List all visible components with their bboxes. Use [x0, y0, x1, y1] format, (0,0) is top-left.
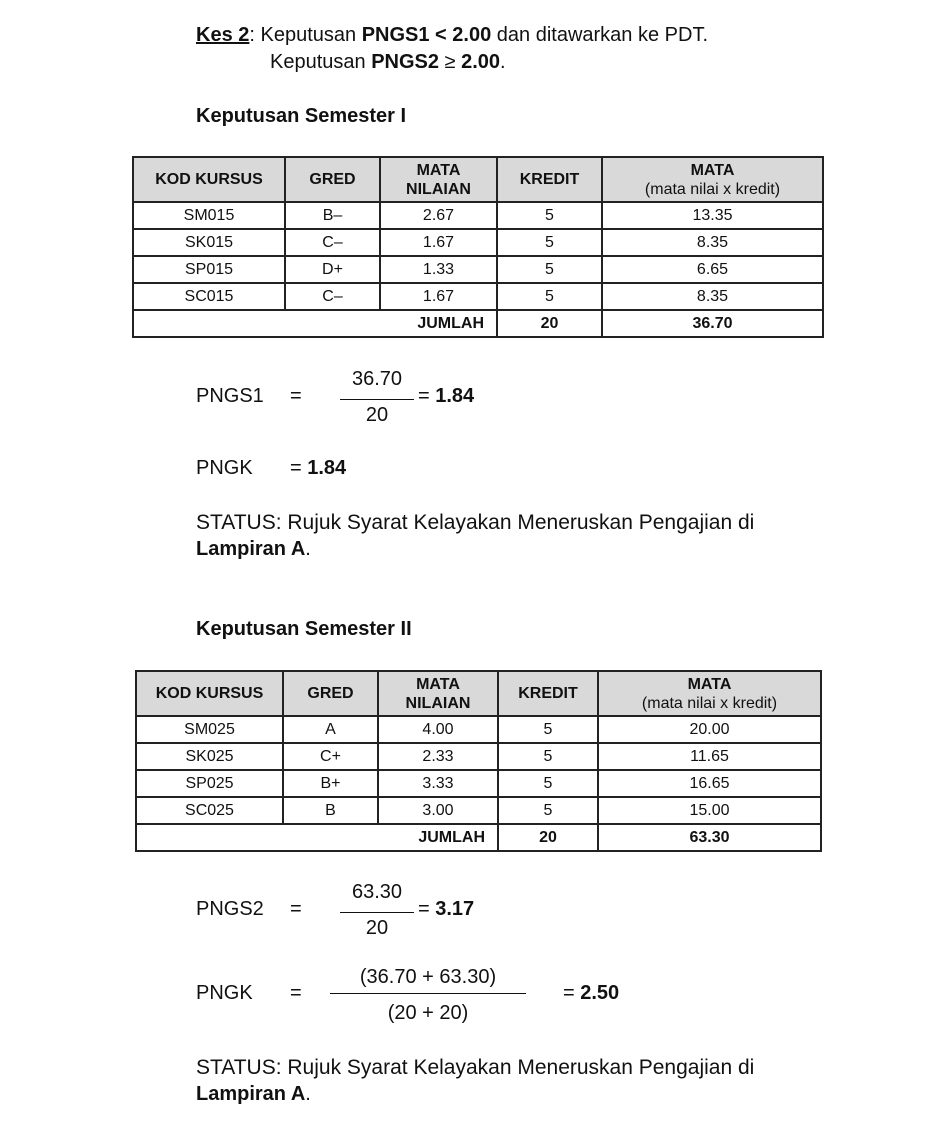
case-text: dan ditawarkan ke PDT. — [491, 24, 708, 46]
case-text: : Keputusan — [249, 24, 362, 46]
cell-nilaian: 3.00 — [378, 797, 498, 824]
fraction-bar — [330, 993, 526, 994]
case-text: ≥ — [439, 51, 462, 73]
pngs1-fraction — [340, 368, 414, 430]
cell-kod: SM025 — [136, 716, 283, 743]
sem2-pngk-label: PNGK — [196, 982, 253, 1004]
cell-mata: 11.65 — [598, 743, 821, 770]
table-row — [133, 283, 823, 310]
case-text: Keputusan — [270, 51, 372, 73]
table-row — [136, 716, 821, 743]
cell-gred: B+ — [283, 770, 378, 797]
pngs1-numerator: 36.70 — [351, 368, 403, 390]
pngs2-denominator: 20 — [365, 917, 389, 939]
cell-kredit: 5 — [498, 797, 598, 824]
total-row — [133, 310, 823, 337]
cell-gred: C– — [285, 283, 380, 310]
cell-nilaian: 4.00 — [378, 716, 498, 743]
header-kredit: KREDIT — [497, 157, 602, 202]
header-mata-nilaian — [380, 157, 497, 202]
cell-nilaian: 2.67 — [380, 202, 497, 229]
header-mata-nilaian — [378, 671, 498, 716]
pngs2-numerator: 63.30 — [351, 881, 403, 903]
sem1-grade-table — [132, 156, 824, 338]
sem2-pngk-result: 2.50 — [580, 982, 620, 1004]
result-equals: = — [418, 898, 430, 920]
cell-kod: SC015 — [133, 283, 285, 310]
header-text: MATA — [690, 161, 735, 179]
cell-gred: B — [283, 797, 378, 824]
result-equals: = — [290, 457, 302, 479]
sem2-heading: Keputusan Semester II — [196, 618, 412, 640]
cell-gred: C+ — [283, 743, 378, 770]
sem2-status-ref — [196, 1083, 311, 1106]
header-text: MATA — [687, 675, 732, 693]
header-mata — [602, 157, 823, 202]
table-row — [136, 743, 821, 770]
pngs2-fraction — [340, 881, 414, 943]
sem2-pngk-equals: = — [290, 982, 302, 1004]
cell-mata: 15.00 — [598, 797, 821, 824]
fraction-bar — [340, 399, 414, 400]
fraction-bar — [340, 912, 414, 913]
cell-gred: B– — [285, 202, 380, 229]
pngs1-result: 1.84 — [435, 385, 475, 407]
cell-nilaian: 1.33 — [380, 256, 497, 283]
case-pngs2-value: 2.00 — [461, 51, 501, 73]
sem2-pngk-numerator: (36.70 + 63.30) — [359, 966, 497, 988]
cell-gred: A — [283, 716, 378, 743]
total-blank-cell — [133, 310, 380, 337]
cell-kod: SM015 — [133, 202, 285, 229]
period: . — [305, 1083, 311, 1105]
sem1-pngk-label: PNGK — [196, 457, 253, 479]
cell-kredit: 5 — [497, 202, 602, 229]
pngs2-result-line — [418, 898, 474, 921]
cell-mata: 20.00 — [598, 716, 821, 743]
total-mata: 63.30 — [598, 824, 821, 851]
sem1-pngk-line — [290, 457, 346, 480]
total-row — [136, 824, 821, 851]
cell-mata: 13.35 — [602, 202, 823, 229]
sem2-status-line: STATUS: Rujuk Syarat Kelayakan Meneruskan Pengajian di — [196, 1056, 755, 1079]
total-kredit: 20 — [497, 310, 602, 337]
header-text: NILAIAN — [406, 180, 471, 198]
case-line-1 — [196, 24, 708, 47]
cell-kod: SP015 — [133, 256, 285, 283]
header-kredit: KREDIT — [498, 671, 598, 716]
total-label: JUMLAH — [378, 824, 498, 851]
sem1-heading: Keputusan Semester I — [196, 105, 407, 127]
case-pngs2-label: PNGS2 — [371, 51, 440, 73]
header-gred: GRED — [285, 157, 380, 202]
cell-mata: 6.65 — [602, 256, 823, 283]
table-row — [133, 256, 823, 283]
sem2-pngk-fraction — [330, 966, 526, 1028]
header-text: MATA — [416, 675, 460, 693]
header-subtext: (mata nilai x kredit) — [641, 694, 778, 712]
header-subtext: (mata nilai x kredit) — [644, 180, 781, 198]
header-kod: KOD KURSUS — [136, 671, 283, 716]
cell-mata: 8.35 — [602, 229, 823, 256]
header-text: NILAIAN — [405, 694, 471, 712]
sem1-status-line: STATUS: Rujuk Syarat Kelayakan Meneruskan Pengajian di — [196, 511, 755, 534]
table-row — [136, 770, 821, 797]
cell-gred: D+ — [285, 256, 380, 283]
pngs1-denominator: 20 — [365, 404, 389, 426]
cell-kredit: 5 — [498, 716, 598, 743]
total-label: JUMLAH — [380, 310, 497, 337]
case-label: Kes 2 — [196, 24, 250, 46]
cell-nilaian: 2.33 — [378, 743, 498, 770]
total-kredit: 20 — [498, 824, 598, 851]
period: . — [305, 538, 311, 560]
pngs2-result: 3.17 — [435, 898, 475, 920]
cell-kredit: 5 — [497, 283, 602, 310]
result-equals: = — [418, 385, 430, 407]
table-row — [133, 229, 823, 256]
pngs2-label: PNGS2 — [196, 898, 264, 920]
sem2-pngk-result-line — [563, 982, 619, 1005]
pngs1-equals: = — [290, 385, 302, 407]
pngs1-label: PNGS1 — [196, 385, 264, 407]
cell-gred: C– — [285, 229, 380, 256]
table-header-row — [133, 157, 823, 202]
cell-kredit: 5 — [498, 770, 598, 797]
case-pngs1-condition: PNGS1 < 2.00 — [361, 24, 492, 46]
cell-kredit: 5 — [498, 743, 598, 770]
total-mata: 36.70 — [602, 310, 823, 337]
pngs1-result-line — [418, 385, 474, 408]
cell-nilaian: 3.33 — [378, 770, 498, 797]
sem2-grade-table — [135, 670, 822, 852]
case-line-2 — [270, 51, 506, 74]
result-equals: = — [563, 982, 575, 1004]
appendix-ref: Lampiran A — [196, 538, 306, 560]
cell-nilaian: 1.67 — [380, 283, 497, 310]
header-mata — [598, 671, 821, 716]
cell-kredit: 5 — [497, 256, 602, 283]
cell-mata: 8.35 — [602, 283, 823, 310]
table-row — [136, 797, 821, 824]
table-header-row — [136, 671, 821, 716]
sem2-pngk-denominator: (20 + 20) — [387, 1002, 469, 1024]
cell-kod: SK015 — [133, 229, 285, 256]
header-text: MATA — [416, 161, 461, 179]
header-kod: KOD KURSUS — [133, 157, 285, 202]
cell-nilaian: 1.67 — [380, 229, 497, 256]
cell-mata: 16.65 — [598, 770, 821, 797]
cell-kredit: 5 — [497, 229, 602, 256]
case-text: . — [500, 51, 506, 73]
header-gred: GRED — [283, 671, 378, 716]
cell-kod: SC025 — [136, 797, 283, 824]
appendix-ref: Lampiran A — [196, 1083, 306, 1105]
cell-kod: SK025 — [136, 743, 283, 770]
total-blank-cell — [136, 824, 378, 851]
pngs2-equals: = — [290, 898, 302, 920]
cell-kod: SP025 — [136, 770, 283, 797]
sem1-status-ref — [196, 538, 311, 561]
sem1-pngk-result: 1.84 — [307, 457, 347, 479]
table-row — [133, 202, 823, 229]
